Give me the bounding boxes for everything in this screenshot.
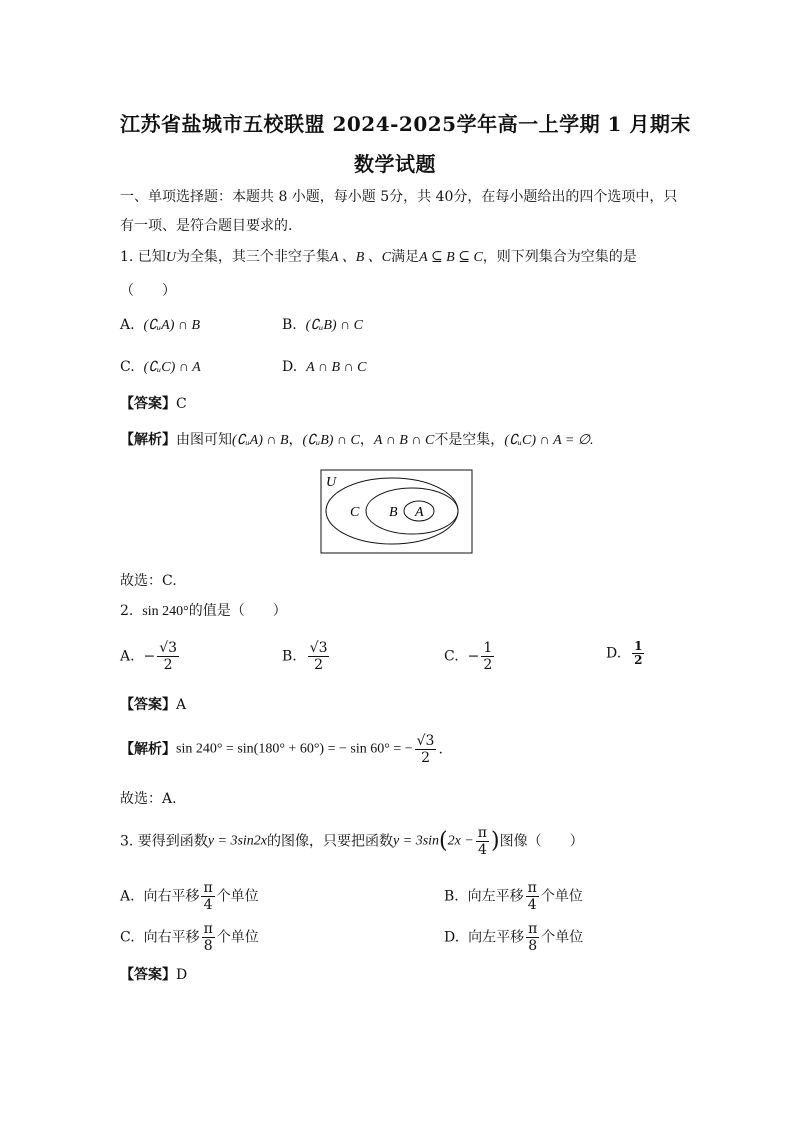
q3-option-b: B. 向左平移 $\frac{\pi}{4}$ 个单位 bbox=[444, 880, 583, 913]
q3-option-c: C. 向右平移 $\frac{\pi}{8}$ 个单位 bbox=[120, 921, 259, 954]
question-1-stem: 1. 已知U为全集，其三个非空子集A 、B 、C满足A ⊆ B ⊆ C，则下列集合为空集的是 bbox=[120, 249, 637, 265]
venn-label-b: B bbox=[389, 505, 398, 520]
question-3-stem: 3. 要得到函数y = 3sin2x的图像，只要把函数y = 3sin(2x − $\frac{\pi}{4}$ )图像（ ） bbox=[120, 825, 584, 858]
venn-set-b bbox=[366, 488, 458, 534]
q1-option-a: A. (∁ᵤA) ∩ B bbox=[120, 317, 201, 333]
q3-answer: 【答案】D bbox=[120, 967, 188, 983]
q1-answer: 【答案】C bbox=[120, 396, 187, 412]
q1-analysis: 【解析】由图可知(∁ᵤA) ∩ B，(∁ᵤB) ∩ C，A ∩ B ∩ C不是空集，(∁ᵤC) ∩ A = ∅. bbox=[120, 432, 594, 448]
q2-option-b: B. $\frac{√3}{2}$ bbox=[282, 640, 328, 673]
venn-label-a: A bbox=[415, 505, 424, 520]
venn-diagram bbox=[320, 469, 473, 555]
page-title: 江苏省盐城市五校联盟 2024-2025学年高一上学期 1 月期末 bbox=[120, 112, 691, 136]
q2-option-a: A. − $\frac{√3}{2}$ bbox=[120, 640, 178, 673]
q2-option-d: D. $\frac{1}{2}$ bbox=[606, 639, 643, 667]
page-subtitle: 数学试题 bbox=[354, 152, 436, 176]
q2-option-c: C. − $\frac{1}{2}$ bbox=[444, 640, 493, 673]
section-heading: 一、单项选择题：本题共 8 小题，每小题 5分，共 40分，在每小题给出的四个选项中，只 bbox=[120, 189, 678, 205]
venn-label-u: U bbox=[326, 475, 337, 490]
question-2-stem: 2. sin 240°的值是（ ） bbox=[120, 603, 287, 619]
q3-option-a: A. 向右平移 $\frac{\pi}{4}$ 个单位 bbox=[120, 880, 259, 913]
q2-conclusion: 故选：A. bbox=[120, 791, 177, 807]
q2-answer: 【答案】A bbox=[120, 697, 187, 713]
q1-option-c: C. (∁ᵤC) ∩ A bbox=[120, 359, 201, 375]
q3-option-d: D. 向左平移 $\frac{\pi}{8}$ 个单位 bbox=[444, 921, 584, 954]
venn-label-c: C bbox=[350, 505, 360, 520]
q2-analysis: 【解析】sin 240° = sin(180° + 60°) = − sin 60° = − $\frac{√3}{2}$ . bbox=[120, 733, 443, 766]
question-1-paren: （ ） bbox=[120, 283, 176, 299]
q1-option-d: D. A ∩ B ∩ C bbox=[282, 359, 367, 375]
section-heading-cont: 有一项、是符合题目要求的. bbox=[120, 218, 293, 234]
q1-conclusion: 故选：C. bbox=[120, 573, 177, 589]
q1-option-b: B. (∁ᵤB) ∩ C bbox=[282, 317, 363, 333]
